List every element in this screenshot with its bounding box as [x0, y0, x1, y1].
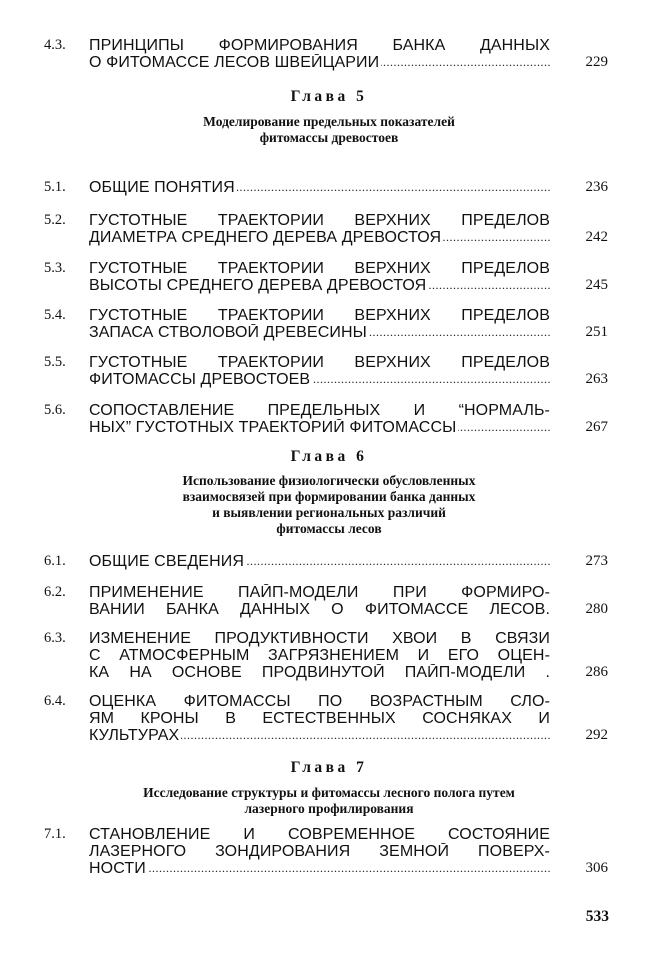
chapter-6-title: Использование физиологически обусловленных взаимосвязей при формировании банка данных и выявлении региональных различий фитомассы лесов [182, 473, 476, 536]
entry-number: 6.3. [44, 630, 66, 646]
entry-page: 306 [585, 860, 608, 876]
chapter-7-label: Глава 7 [290, 759, 368, 776]
chapter-6-label: Глава 6 [290, 448, 368, 465]
entry-title: ПРИМЕНЕНИЕ ПАЙП-МОДЕЛИ ПРИ ФОРМИРО- ВАНИИ БАНКА ДАННЫХ О ФИТОМАССЕ ЛЕСОВ. [89, 584, 550, 618]
entry-title: ОБЩИЕ СВЕДЕНИЯ ..... [89, 553, 550, 570]
entry-page: 236 [585, 179, 608, 195]
entry-number: 5.4. [44, 307, 66, 323]
entry-title: ГУСТОТНЫЕ ТРАЕКТОРИИ ВЕРХНИХ ПРЕДЕЛОВ ВЫСОТЫ СРЕДНЕГО ДЕРЕВА ДРЕВОСТОЯ ..... [89, 260, 550, 294]
entry-number: 4.3. [44, 37, 66, 53]
entry-number: 7.1. [44, 826, 66, 842]
entry-number: 5.1. [44, 179, 66, 195]
entry-number: 6.1. [44, 553, 66, 569]
entry-number: 5.2. [44, 212, 66, 228]
entry-title: ОБЩИЕ ПОНЯТИЯ ..... [89, 179, 550, 196]
entry-title: СТАНОВЛЕНИЕ И СОВРЕМЕННОЕ СОСТОЯНИЕ ЛАЗЕРНОГО ЗОНДИРОВАНИЯ ЗЕМНОЙ ПОВЕРХ- НОСТИ ..... [89, 826, 550, 877]
entry-title: ГУСТОТНЫЕ ТРАЕКТОРИИ ВЕРХНИХ ПРЕДЕЛОВ ДИАМЕТРА СРЕДНЕГО ДЕРЕВА ДРЕВОСТОЯ ..... [89, 212, 550, 246]
entry-page: 229 [585, 54, 608, 70]
entry-number: 6.2. [44, 584, 66, 600]
entry-page: 280 [585, 601, 608, 617]
chapter-5-label: Глава 5 [290, 88, 368, 105]
entry-title: ГУСТОТНЫЕ ТРАЕКТОРИИ ВЕРХНИХ ПРЕДЕЛОВ ФИТОМАССЫ ДРЕВОСТОЕВ ..... [89, 354, 550, 388]
entry-page: 242 [585, 229, 608, 245]
chapter-5-title: Моделирование предельных показателей фитомассы древостоев [203, 114, 455, 145]
chapter-7-title: Исследование структуры и фитомассы лесного полога путем лазерного профилирования [143, 785, 515, 816]
entry-page: 273 [585, 553, 608, 569]
entry-number: 6.4. [44, 693, 66, 709]
entry-number: 5.6. [44, 402, 66, 418]
entry-page: 286 [585, 664, 608, 680]
entry-page: 292 [585, 727, 608, 743]
entry-page: 267 [585, 419, 608, 435]
entry-title: ОЦЕНКА ФИТОМАССЫ ПО ВОЗРАСТНЫМ СЛО- ЯМ КРОНЫ В ЕСТЕСТВЕННЫХ СОСНЯКАХ И КУЛЬТУРАХ ..... [89, 693, 550, 744]
entry-page: 251 [585, 324, 608, 340]
entry-page: 263 [585, 371, 608, 387]
entry-title: ПРИНЦИПЫ ФОРМИРОВАНИЯ БАНКА ДАННЫХ О ФИТОМАССЕ ЛЕСОВ ШВЕЙЦАРИИ ..... [89, 37, 550, 71]
entry-number: 5.3. [44, 260, 66, 276]
entry-page: 245 [585, 277, 608, 293]
entry-number: 5.5. [44, 354, 66, 370]
page-number: 533 [585, 908, 609, 925]
entry-title: СОПОСТАВЛЕНИЕ ПРЕДЕЛЬНЫХ И “НОРМАЛЬ- НЫХ” ГУСТОТНЫХ ТРАЕКТОРИЙ ФИТОМАССЫ ..... [89, 402, 550, 436]
entry-title: ГУСТОТНЫЕ ТРАЕКТОРИИ ВЕРХНИХ ПРЕДЕЛОВ ЗАПАСА СТВОЛОВОЙ ДРЕВЕСИНЫ ..... [89, 307, 550, 341]
entry-title: ИЗМЕНЕНИЕ ПРОДУКТИВНОСТИ ХВОИ В СВЯЗИ С АТМОСФЕРНЫМ ЗАГРЯЗНЕНИЕМ И ЕГО ОЦЕН- КА НА ОСНОВЕ ПРОДВИНУТОЙ ПАЙП-МОДЕЛИ . [89, 630, 550, 681]
